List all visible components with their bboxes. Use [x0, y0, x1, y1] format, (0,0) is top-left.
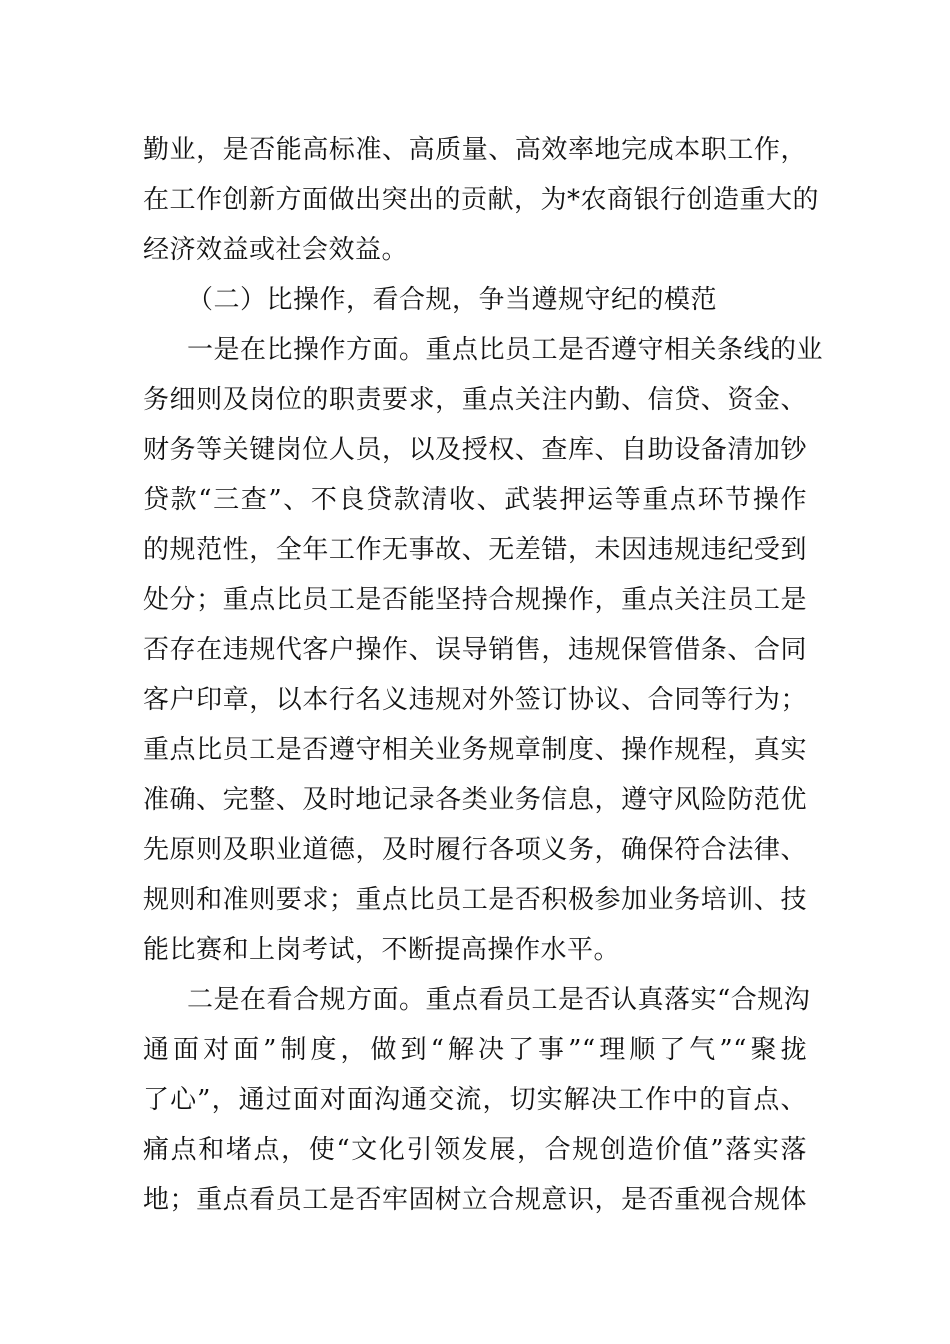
paragraph-first-line: 一是在比操作方面。重点比员工是否遵守相关条线的业: [187, 335, 824, 365]
text-line: 能比赛和上岗考试，不断提高操作水平。: [143, 935, 621, 965]
text-line: 处分；重点比员工是否能坚持合规操作，重点关注员工是: [143, 585, 807, 615]
text-line: 规则和准则要求；重点比员工是否积极参加业务培训、技: [143, 885, 807, 915]
text-line: 经济效益或社会效益。: [143, 235, 409, 265]
text-line: 通面对面”制度，做到“解决了事”“理顺了气”“聚拢: [143, 1035, 807, 1065]
text-line: 贷款“三查”、不良贷款清收、武装押运等重点环节操作: [143, 485, 807, 515]
text-line: 否存在违规代客户操作、误导销售，违规保管借条、合同: [143, 635, 807, 665]
text-line: 了心”，通过面对面沟通交流，切实解决工作中的盲点、: [143, 1085, 807, 1115]
paragraph-first-line: 二是在看合规方面。重点看员工是否认真落实“合规沟: [187, 985, 811, 1015]
text-line: 勤业，是否能高标准、高质量、高效率地完成本职工作，: [143, 135, 807, 165]
text-line: 重点比员工是否遵守相关业务规章制度、操作规程，真实: [143, 735, 807, 765]
text-line: 地；重点看员工是否牢固树立合规意识，是否重视合规体: [143, 1185, 807, 1215]
text-line: 准确、完整、及时地记录各类业务信息，遵守风险防范优: [143, 785, 807, 815]
text-line: 财务等关键岗位人员，以及授权、查库、自助设备清加钞: [143, 435, 807, 465]
text-line: 客户印章，以本行名义违规对外签订协议、合同等行为；: [143, 685, 807, 715]
text-line: 的规范性，全年工作无事故、无差错，未因违规违纪受到: [143, 535, 807, 565]
text-line: 痛点和堵点，使“文化引领发展，合规创造价值”落实落: [143, 1135, 807, 1165]
text-line: 在工作创新方面做出突出的贡献，为*农商银行创造重大的: [143, 185, 820, 215]
text-line: 务细则及岗位的职责要求，重点关注内勤、信贷、资金、: [143, 385, 807, 415]
text-line: 先原则及职业道德，及时履行各项义务，确保符合法律、: [143, 835, 807, 865]
section-heading: （二）比操作，看合规，争当遵规守纪的模范: [187, 285, 718, 315]
